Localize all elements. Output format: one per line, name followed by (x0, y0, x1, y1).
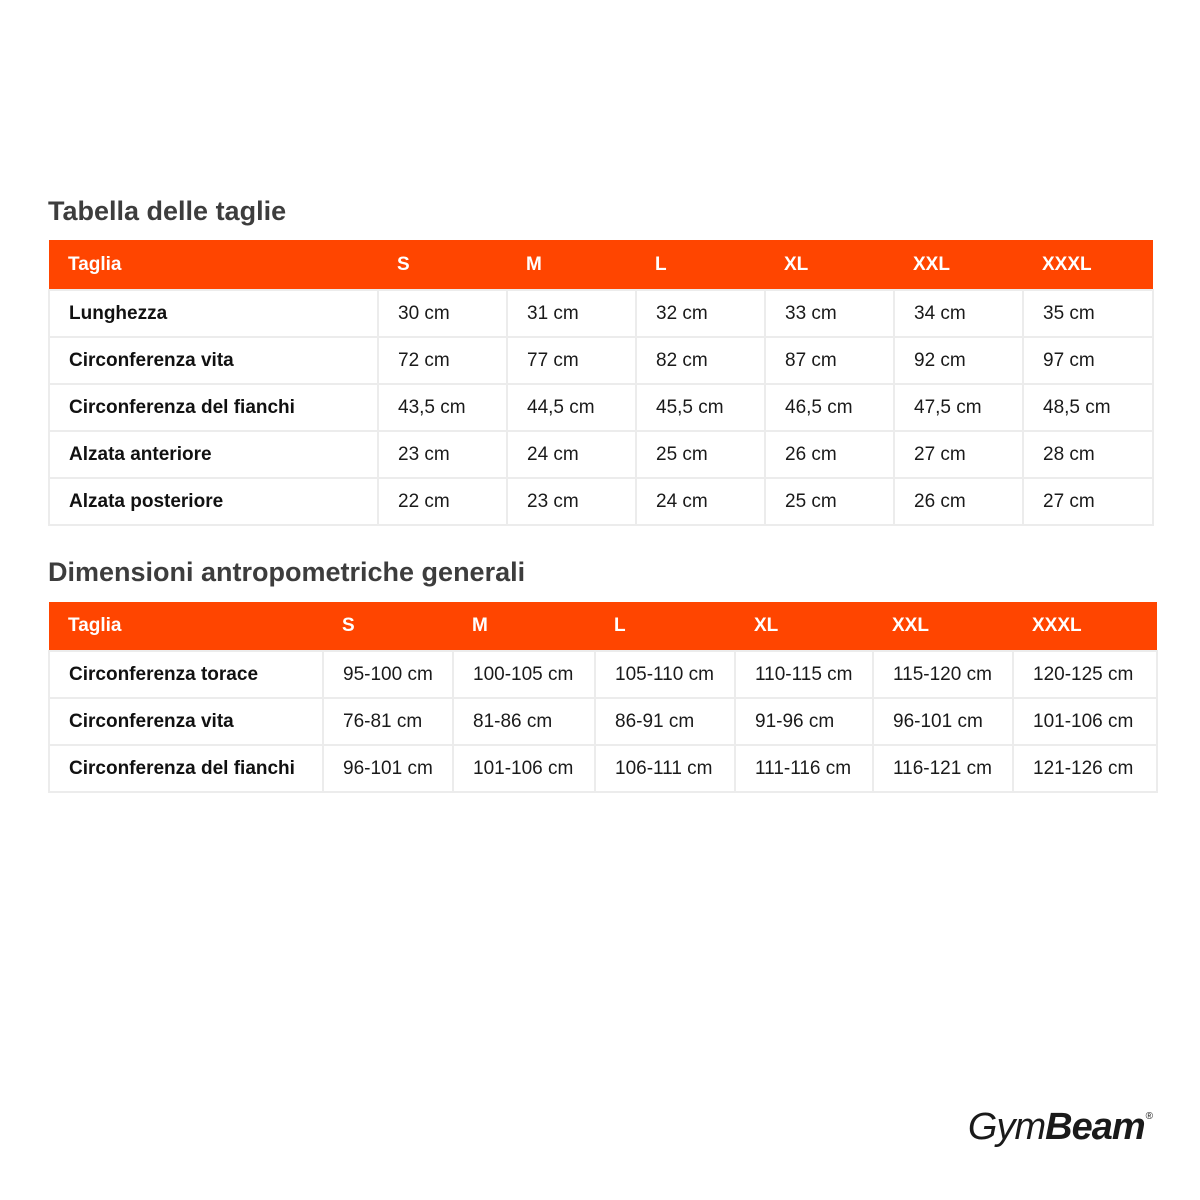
table-cell: 91-96 cm (735, 698, 873, 745)
size-table-title: Tabella delle taglie (48, 196, 287, 226)
gymbeam-logo (968, 1106, 1152, 1149)
table-cell: 43,5 cm (378, 384, 507, 431)
row-label: Circonferenza del fianchi (49, 384, 378, 431)
header-cell-xxxl: XXXL (1023, 240, 1153, 290)
header-cell-s: S (323, 602, 453, 651)
table-cell: 111-116 cm (735, 745, 873, 792)
table-cell: 46,5 cm (765, 384, 894, 431)
header-cell-xl: XL (765, 240, 894, 290)
table-cell: 23 cm (378, 431, 507, 478)
table-row (49, 745, 1157, 792)
header-cell-l: L (595, 602, 735, 651)
header-cell-xxl: XXL (894, 240, 1023, 290)
header-cell-xxl: XXL (873, 602, 1013, 651)
table-cell: 121-126 cm (1013, 745, 1157, 792)
table-cell: 30 cm (378, 290, 507, 337)
table-cell: 72 cm (378, 337, 507, 384)
table-cell: 47,5 cm (894, 384, 1023, 431)
table-cell: 31 cm (507, 290, 636, 337)
table-cell: 25 cm (636, 431, 765, 478)
header-cell-xl: XL (735, 602, 873, 651)
header-cell-taglia: Taglia (49, 602, 323, 651)
anthropometric-table-title: Dimensioni antropometriche generali (48, 557, 526, 587)
table-cell: 101-106 cm (1013, 698, 1157, 745)
table-cell: 32 cm (636, 290, 765, 337)
anthropometric-table-header-row (49, 602, 1157, 651)
table-cell: 116-121 cm (873, 745, 1013, 792)
table-cell: 27 cm (1023, 478, 1153, 525)
size-table-header-row (49, 240, 1153, 290)
table-cell: 26 cm (765, 431, 894, 478)
table-row (49, 337, 1153, 384)
row-label: Circonferenza vita (49, 698, 323, 745)
table-cell: 105-110 cm (595, 651, 735, 698)
row-label: Lunghezza (49, 290, 378, 337)
logo-gym-text: Gym (967, 1106, 1046, 1148)
header-cell-taglia: Taglia (49, 240, 378, 290)
table-cell: 101-106 cm (453, 745, 595, 792)
row-label: Alzata anteriore (49, 431, 378, 478)
registered-mark: ® (1145, 1111, 1152, 1123)
table-cell: 92 cm (894, 337, 1023, 384)
table-cell: 97 cm (1023, 337, 1153, 384)
table-cell: 110-115 cm (735, 651, 873, 698)
logo-beam-text: Beam (1045, 1106, 1145, 1148)
table-cell: 27 cm (894, 431, 1023, 478)
table-cell: 48,5 cm (1023, 384, 1153, 431)
table-cell: 82 cm (636, 337, 765, 384)
table-cell: 22 cm (378, 478, 507, 525)
table-row (49, 698, 1157, 745)
header-cell-s: S (378, 240, 507, 290)
table-cell: 115-120 cm (873, 651, 1013, 698)
header-cell-m: M (453, 602, 595, 651)
table-cell: 96-101 cm (873, 698, 1013, 745)
table-cell: 95-100 cm (323, 651, 453, 698)
table-cell: 26 cm (894, 478, 1023, 525)
row-label: Circonferenza torace (49, 651, 323, 698)
header-cell-m: M (507, 240, 636, 290)
table-cell: 44,5 cm (507, 384, 636, 431)
table-cell: 87 cm (765, 337, 894, 384)
anthropometric-table (48, 602, 1158, 793)
table-cell: 96-101 cm (323, 745, 453, 792)
table-cell: 100-105 cm (453, 651, 595, 698)
header-cell-l: L (636, 240, 765, 290)
table-cell: 45,5 cm (636, 384, 765, 431)
table-cell: 25 cm (765, 478, 894, 525)
table-cell: 24 cm (507, 431, 636, 478)
table-cell: 33 cm (765, 290, 894, 337)
table-row (49, 290, 1153, 337)
table-cell: 23 cm (507, 478, 636, 525)
table-cell: 24 cm (636, 478, 765, 525)
table-row (49, 651, 1157, 698)
header-cell-xxxl: XXXL (1013, 602, 1157, 651)
table-row (49, 478, 1153, 525)
table-row (49, 384, 1153, 431)
table-cell: 76-81 cm (323, 698, 453, 745)
table-cell: 81-86 cm (453, 698, 595, 745)
table-cell: 106-111 cm (595, 745, 735, 792)
table-cell: 86-91 cm (595, 698, 735, 745)
table-cell: 34 cm (894, 290, 1023, 337)
table-cell: 120-125 cm (1013, 651, 1157, 698)
table-cell: 77 cm (507, 337, 636, 384)
size-table (48, 240, 1154, 526)
row-label: Circonferenza vita (49, 337, 378, 384)
table-row (49, 431, 1153, 478)
table-cell: 35 cm (1023, 290, 1153, 337)
row-label: Circonferenza del fianchi (49, 745, 323, 792)
row-label: Alzata posteriore (49, 478, 378, 525)
table-cell: 28 cm (1023, 431, 1153, 478)
